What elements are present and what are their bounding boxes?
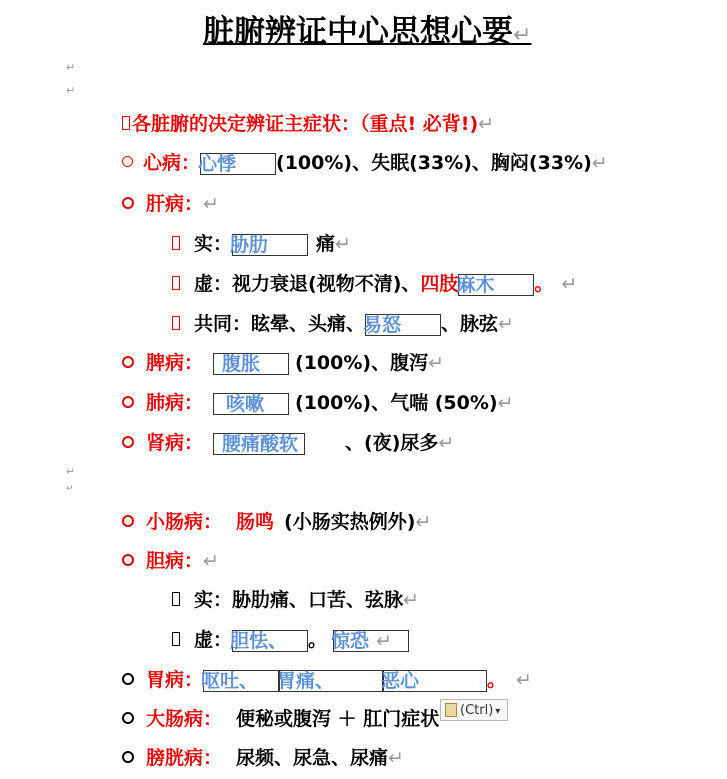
circle-bullet-icon bbox=[122, 554, 134, 566]
liver-shi-item: 实： 胁肋 痛↵ bbox=[172, 231, 351, 257]
circle-bullet-icon bbox=[122, 197, 134, 209]
large-intestine-item: 大肠病： 便秘或腹泻 ＋ 肛门症状 bbox=[122, 706, 439, 732]
answer-box: 胁肋 bbox=[232, 234, 308, 256]
gallbladder-item: 胆病：↵ bbox=[122, 548, 219, 574]
intro-line: 各脏腑的决定辨证主症状：（重点! 必背!)↵ bbox=[122, 111, 494, 137]
circle-bullet-icon bbox=[122, 356, 134, 368]
answer-box: 呕吐、 bbox=[203, 670, 279, 692]
answer-box: 麻木 bbox=[458, 274, 534, 296]
circle-bullet-icon bbox=[122, 515, 134, 527]
answer-box: 腹胀 bbox=[213, 353, 289, 375]
answer-box: 咳嗽 bbox=[213, 393, 289, 415]
kidney-item: 肾病： 腰痛酸软 、(夜)尿多↵ bbox=[122, 430, 454, 456]
answer-box: 恶心 bbox=[383, 670, 487, 692]
heart-item: 心病： 心悸 (100%)、失眠(33%)、胸闷(33%)↵ bbox=[122, 150, 608, 176]
liver-common-item: 共同：眩晕、头痛、 易怒 、脉弦↵ bbox=[172, 311, 514, 337]
gallbladder-shi-item: 实：胁肋痛、口苦、弦脉↵ bbox=[172, 587, 419, 613]
empty-paragraph-mark: ↵ bbox=[66, 465, 76, 478]
lung-item: 肺病： 咳嗽 (100%)、气喘 (50%)↵ bbox=[122, 390, 513, 416]
square-bullet-icon bbox=[122, 116, 130, 130]
answer-box: 腰痛酸软 bbox=[213, 433, 305, 455]
liver-xu-item: 虚：视力衰退(视物不清)、四肢 麻木 。 ↵ bbox=[172, 271, 577, 297]
answer-box: 胃痛、 bbox=[279, 670, 383, 692]
square-bullet-icon bbox=[172, 592, 180, 606]
small-intestine-item: 小肠病： 肠鸣 (小肠实热例外)↵ bbox=[122, 509, 431, 535]
spleen-item: 脾病： 腹胀 (100%)、腹泻↵ bbox=[122, 350, 444, 376]
empty-paragraph-mark: ↵ bbox=[66, 61, 76, 74]
answer-box: 胆怯、 bbox=[232, 630, 308, 652]
clipboard-icon bbox=[445, 703, 457, 717]
liver-item: 肝病：↵ bbox=[122, 191, 219, 217]
bladder-item: 膀胱病： 尿频、尿急、尿痛↵ bbox=[122, 745, 404, 771]
square-bullet-icon bbox=[172, 236, 180, 250]
circle-bullet-icon bbox=[122, 156, 133, 167]
circle-bullet-icon bbox=[122, 396, 134, 408]
chevron-down-icon: ▾ bbox=[495, 706, 501, 717]
stomach-item: 胃病： 呕吐、 胃痛、 恶心 。 ↵ bbox=[122, 667, 532, 693]
circle-bullet-icon bbox=[122, 436, 134, 448]
page-title: 脏腑辨证中心思想心要↵ bbox=[203, 14, 532, 50]
circle-bullet-icon bbox=[122, 712, 134, 724]
paste-options-label: (Ctrl) bbox=[460, 703, 494, 718]
answer-box: 易怒 bbox=[365, 314, 441, 336]
square-bullet-icon bbox=[172, 276, 180, 290]
empty-paragraph-mark: ↵ bbox=[66, 84, 76, 97]
square-bullet-icon bbox=[172, 632, 180, 646]
empty-paragraph-mark: ↵ bbox=[66, 484, 74, 494]
answer-box: 心悸 bbox=[200, 153, 276, 175]
circle-bullet-icon bbox=[122, 751, 134, 763]
gallbladder-xu-item: 虚： 胆怯、 。 惊恐 ↵ bbox=[172, 627, 409, 653]
paste-options-button[interactable] bbox=[440, 699, 508, 721]
answer-box: 惊恐 ↵ bbox=[333, 630, 409, 652]
square-bullet-icon bbox=[172, 316, 180, 330]
circle-bullet-icon bbox=[122, 673, 134, 685]
